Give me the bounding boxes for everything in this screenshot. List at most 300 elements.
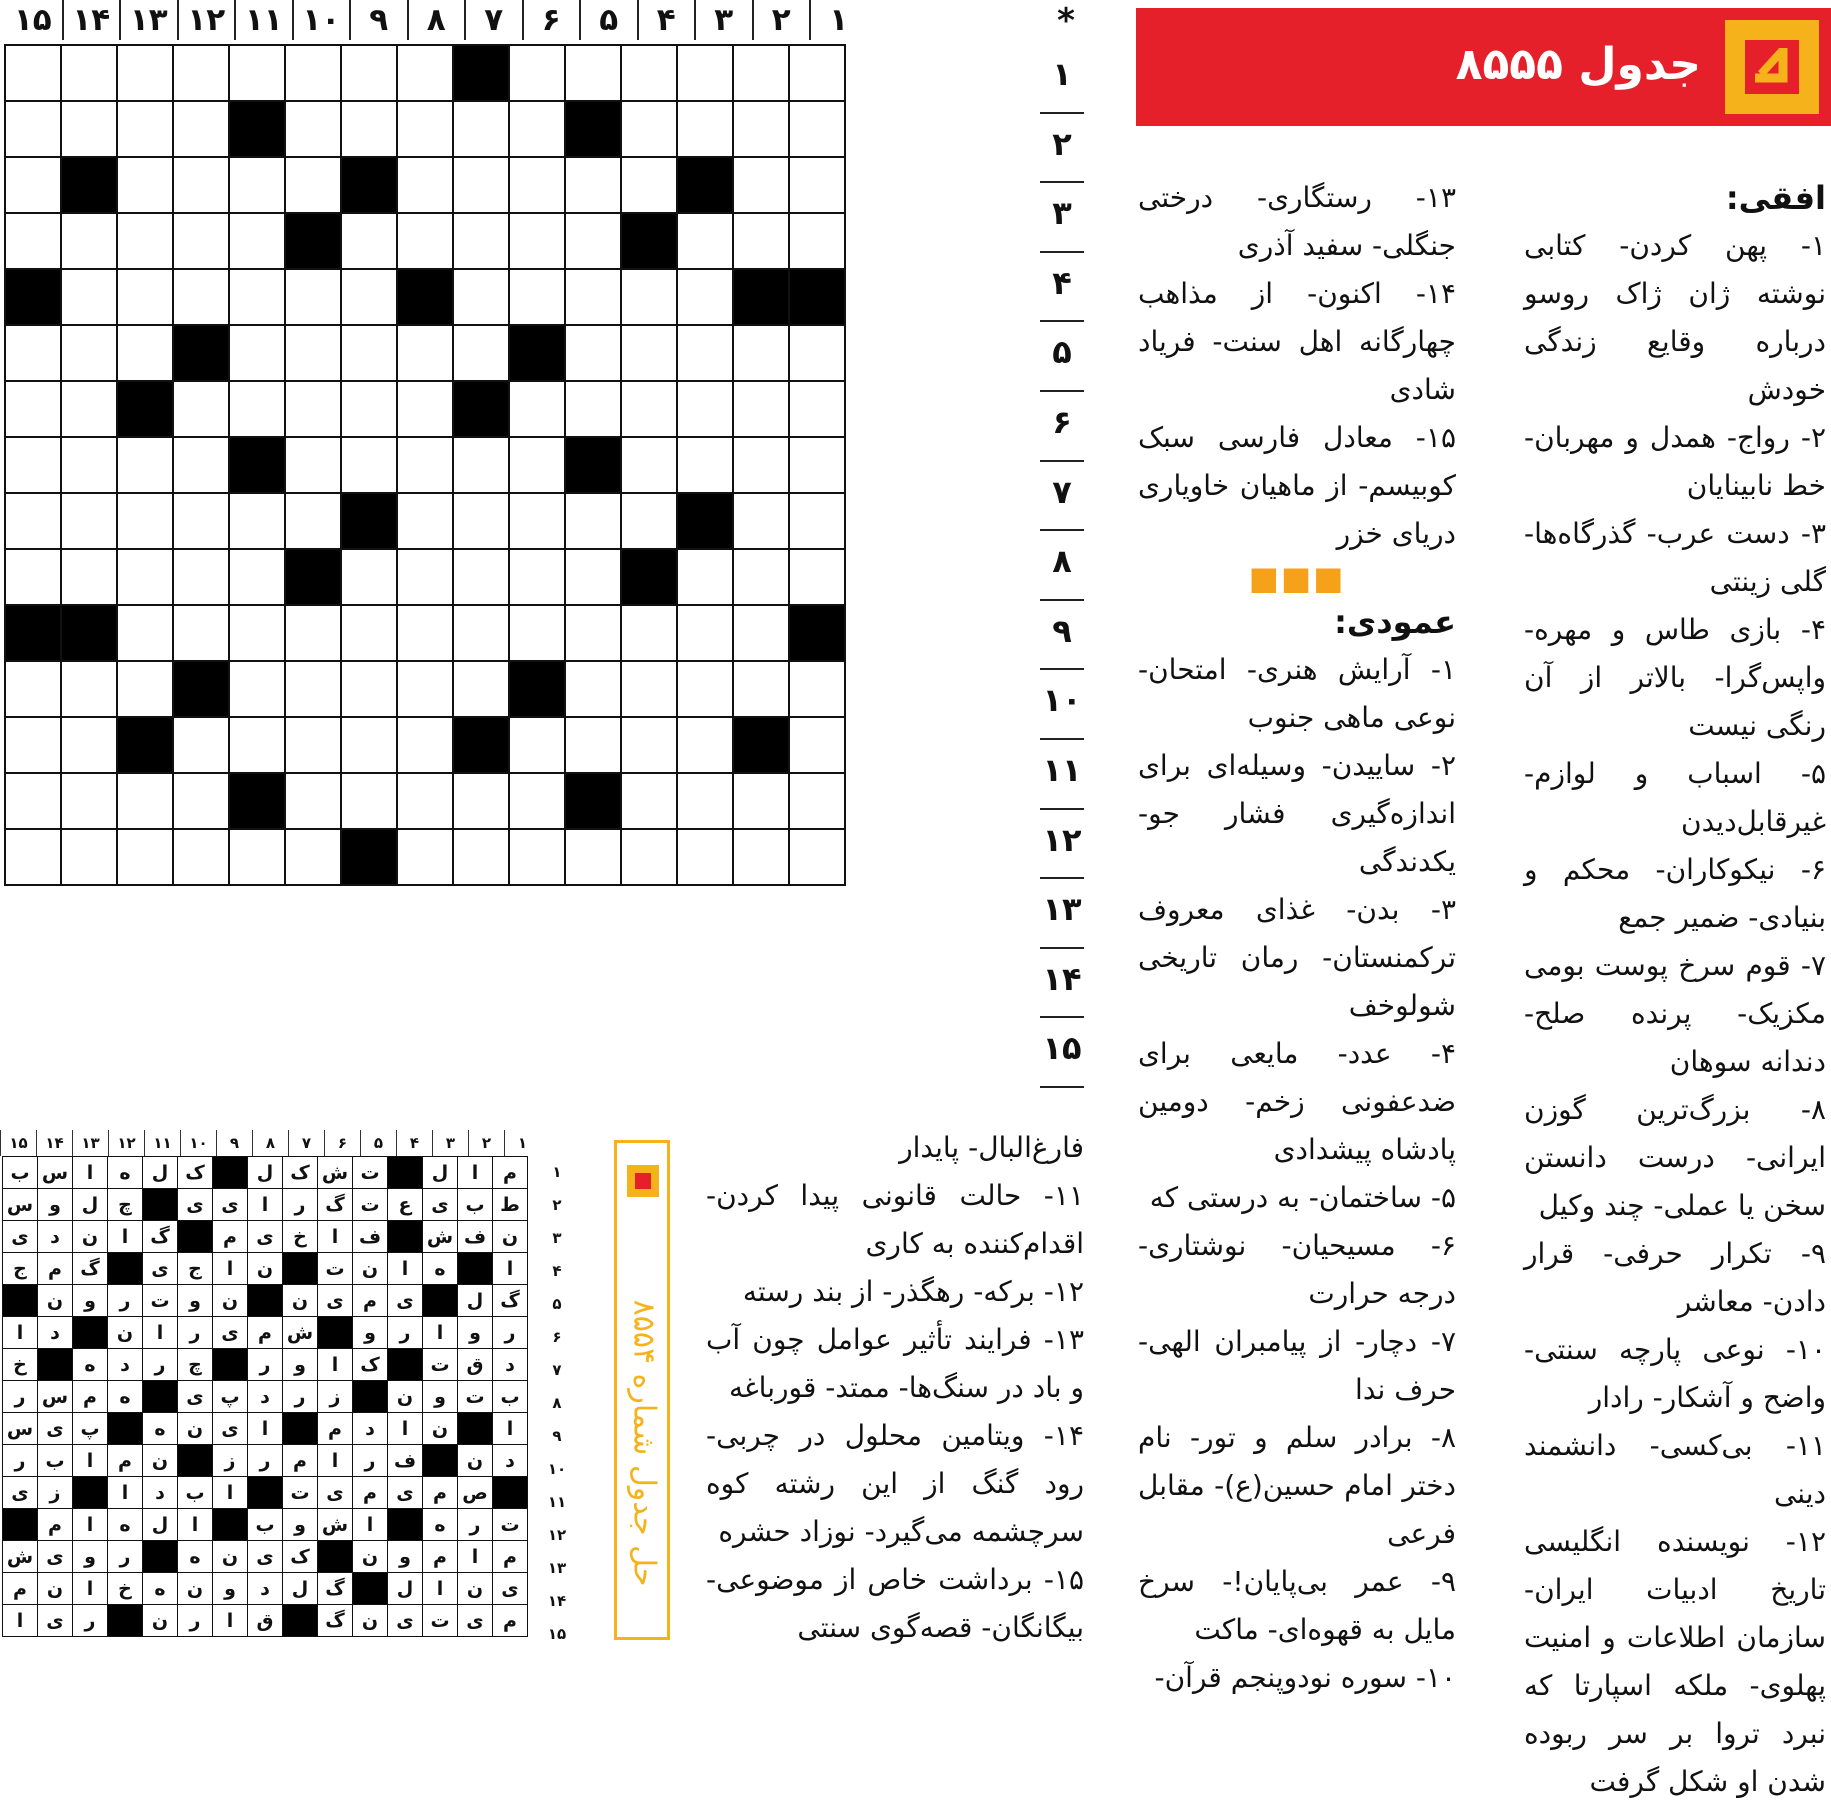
solution-column-number: ۱۵ [0,1130,36,1156]
solution-cell: پ [73,1413,108,1445]
empty-cell [341,717,397,773]
black-cell [61,157,117,213]
column-number: ۳ [694,0,752,40]
empty-cell [173,269,229,325]
solution-cell: ی [248,1541,283,1573]
empty-cell [621,773,677,829]
empty-cell [229,269,285,325]
solution-black-cell [213,1509,248,1541]
empty-cell [5,493,61,549]
empty-cell [285,437,341,493]
solution-black-cell [423,1445,458,1477]
down-clues-continued [706,1124,1084,1652]
black-cell [789,269,845,325]
solution-cell: م [423,1477,458,1509]
solution-cell: ن [283,1285,318,1317]
black-cell [677,157,733,213]
empty-cell [5,157,61,213]
empty-cell [397,661,453,717]
solution-cell: ا [3,1317,38,1349]
solution-row [3,1413,528,1445]
solution-cell: ل [283,1573,318,1605]
empty-cell [61,381,117,437]
solution-column-number: ۱۳ [72,1130,108,1156]
empty-cell [5,773,61,829]
clue-item: ۱۳- رستگاری- درختی جنگلی- سفید آذری [1138,181,1456,262]
solution-cell: ه [143,1413,178,1445]
solution-cell: م [38,1253,73,1285]
solution-cell: ه [108,1381,143,1413]
empty-cell [229,829,285,885]
empty-cell [285,717,341,773]
empty-cell [453,213,509,269]
solution-cell: ی [493,1573,528,1605]
solution-row [3,1189,528,1221]
empty-cell [117,437,173,493]
empty-cell [789,325,845,381]
solution-column-number: ۶ [324,1130,360,1156]
solution-black-cell [353,1573,388,1605]
empty-cell [285,829,341,885]
black-cell [509,325,565,381]
empty-cell [453,549,509,605]
solution-cell: م [493,1541,528,1573]
empty-cell [621,45,677,101]
solution-cell: گ [493,1285,528,1317]
solution-cell: چ [178,1349,213,1381]
solution-column-number: ۱۰ [180,1130,216,1156]
empty-cell [5,101,61,157]
empty-cell [397,101,453,157]
clue-item: ۱۰- سوره نودوپنجم قرآن- [1154,1661,1456,1694]
solution-black-cell [423,1285,458,1317]
clue-item: ۳- بدن- غذای معروف ترکمنستان- رمان تاریخی شولوخف [1138,893,1456,1022]
empty-cell [117,325,173,381]
empty-cell [117,829,173,885]
empty-cell [453,269,509,325]
empty-cell [173,157,229,213]
solution-cell: ه [178,1541,213,1573]
row-number: ۶ [1040,392,1084,462]
solution-cell: ا [108,1221,143,1253]
solution-row [3,1573,528,1605]
solution-cell: ب [493,1381,528,1413]
solution-cell: و [213,1573,248,1605]
solution-cell: ب [458,1189,493,1221]
solution-cell: ک [283,1157,318,1189]
solution-black-cell [388,1221,423,1253]
clue-item: ۹- تکرار حرفی- قرار دادن- معاشر [1524,1237,1826,1318]
solution-cell: ا [108,1477,143,1509]
empty-cell [677,773,733,829]
clue-item: ۴- بازی طاس و مهره- واپس‌گرا- بالاتر از آن رنگی نیست [1524,613,1826,742]
solution-cell: ا [388,1413,423,1445]
empty-cell [173,213,229,269]
grid-row [5,213,845,269]
solution-cell: ت [423,1349,458,1381]
solution-black-cell [213,1157,248,1189]
empty-cell [509,213,565,269]
empty-cell [789,661,845,717]
row-number: ۳ [1040,183,1084,253]
solution-row-number: ۱ [552,1163,562,1181]
empty-cell [621,493,677,549]
solution-cell: ر [108,1285,143,1317]
empty-cell [677,717,733,773]
solution-cell: ی [423,1189,458,1221]
clue-item: ۱۵- معادل فارسی سبک کوبیسم- از ماهیان خاویاری دریای خزر [1138,421,1456,550]
solution-cell: د [493,1349,528,1381]
empty-cell [5,45,61,101]
empty-cell [285,325,341,381]
empty-cell [677,549,733,605]
solution-cell: ه [108,1509,143,1541]
solution-column-number: ۱۴ [36,1130,72,1156]
row-number: ۱۰ [1040,670,1084,740]
clue-item: ۱۴- ویتامین محلول در چربی- رود گنگ از این رشته کوه سرچشمه می‌گیرد- نوزاد حشره [706,1419,1084,1548]
solution-cell: ا [388,1253,423,1285]
solution-cell: ا [73,1157,108,1189]
solution-black-cell [143,1381,178,1413]
empty-cell [453,157,509,213]
empty-cell [789,101,845,157]
grid-corner-star: * [1057,1,1075,41]
solution-black-cell [73,1477,108,1509]
black-cell [453,45,509,101]
empty-cell [285,45,341,101]
solution-cell: ا [213,1477,248,1509]
solution-cell: ا [3,1605,38,1637]
empty-cell [117,213,173,269]
solution-cell: ا [493,1413,528,1445]
puzzle-title: جدول ۸۵۵۵ [1455,39,1701,90]
black-cell [453,381,509,437]
solution-black-cell [493,1477,528,1509]
clue-item: فارغ‌البال- پایدار [899,1131,1084,1164]
solution-black-cell [248,1477,283,1509]
solution-cell: ف [388,1445,423,1477]
row-number: ۱۳ [1040,879,1084,949]
solution-cell: م [493,1157,528,1189]
clue-item: ۱۵- برداشت خاص از موضوعی- بیگانگان- قصه‌گوی سنتی [706,1563,1084,1644]
solution-black-cell [353,1381,388,1413]
empty-cell [677,829,733,885]
solution-grid [2,1156,528,1637]
solution-cell: ک [353,1349,388,1381]
column-number: ۱ [809,0,867,40]
empty-cell [789,213,845,269]
column-number: ۱۲ [177,0,235,40]
solution-cell: ه [108,1157,143,1189]
solution-cell: ر [73,1605,108,1637]
solution-cell: م [73,1381,108,1413]
grid-column-header [4,0,1080,40]
solution-column-number: ۱ [504,1130,540,1156]
empty-cell [509,45,565,101]
empty-cell [61,717,117,773]
section-divider: ■■■ [1248,559,1346,597]
clue-item: ۱۱- بی‌کسی- دانشمند دینی [1524,1429,1826,1510]
solution-row [3,1221,528,1253]
solution-cell: ا [423,1317,458,1349]
solution-title: حل جدول شماره ۸۵۵۴ [626,1299,662,1587]
empty-cell [229,549,285,605]
column-number: ۷ [464,0,522,40]
solution-column-number: ۱۱ [144,1130,180,1156]
middle-clues-column [1138,174,1456,1702]
column-number: ۸ [407,0,465,40]
empty-cell [341,605,397,661]
empty-cell [397,829,453,885]
empty-cell [565,549,621,605]
solution-cell: ن [178,1413,213,1445]
empty-cell [677,661,733,717]
solution-cell: م [493,1605,528,1637]
solution-cell: ن [423,1413,458,1445]
empty-cell [173,381,229,437]
empty-cell [5,549,61,605]
solution-column-number: ۱۲ [108,1130,144,1156]
solution-black-cell [108,1253,143,1285]
column-number: ۱۴ [62,0,120,40]
empty-cell [789,829,845,885]
black-cell [621,213,677,269]
solution-cell: پ [213,1381,248,1413]
row-number: ۴ [1040,253,1084,323]
solution-cell: ل [143,1509,178,1541]
empty-cell [733,493,789,549]
column-number: ۶ [522,0,580,40]
solution-cell: و [458,1317,493,1349]
solution-row [3,1253,528,1285]
solution-cell: خ [108,1573,143,1605]
black-cell [285,213,341,269]
clue-item: ۵- اسباب و لوازم- غیرقابل‌دیدن [1524,757,1826,838]
solution-cell: ن [458,1445,493,1477]
row-number: ۸ [1040,531,1084,601]
clue-item: ۸- بزرگ‌ترین گوزن ایرانی- درست دانستن سخن یا عملی- چند وکیل [1524,1093,1826,1222]
solution-row-number: ۳ [552,1229,562,1247]
newspaper-logo-icon [1725,20,1819,114]
black-cell [565,437,621,493]
empty-cell [733,437,789,493]
solution-cell: د [248,1573,283,1605]
empty-cell [453,829,509,885]
clue-item: ۶- نیکوکاران- محکم و بنیادی- ضمیر جمع [1524,853,1826,934]
solution-cell: گ [318,1573,353,1605]
clue-item: ۶- مسیحیان- نوشتاری- درجه حرارت [1138,1229,1456,1310]
grid-row-header [1040,44,1084,1088]
black-cell [789,605,845,661]
black-cell [733,269,789,325]
solution-cell: ا [318,1349,353,1381]
grid-row [5,717,845,773]
solution-cell: ل [73,1189,108,1221]
empty-cell [61,213,117,269]
empty-cell [509,829,565,885]
empty-cell [61,549,117,605]
empty-cell [509,101,565,157]
empty-cell [117,493,173,549]
clue-item: ۲- رواج- همدل و مهربان- خط نابینایان [1524,421,1826,502]
solution-cell: ی [458,1605,493,1637]
empty-cell [229,661,285,717]
empty-cell [453,493,509,549]
solution-cell: گ [143,1221,178,1253]
grid-row [5,101,845,157]
empty-cell [789,717,845,773]
empty-cell [285,269,341,325]
solution-cell: ت [353,1157,388,1189]
solution-cell: د [248,1381,283,1413]
solution-cell: ک [178,1157,213,1189]
empty-cell [173,101,229,157]
empty-cell [733,605,789,661]
empty-cell [341,381,397,437]
solution-cell: د [493,1445,528,1477]
empty-cell [117,45,173,101]
empty-cell [229,717,285,773]
empty-cell [509,269,565,325]
black-cell [5,605,61,661]
empty-cell [397,437,453,493]
empty-cell [61,45,117,101]
clue-item: ۲- ساییدن- وسیله‌ای برای اندازه‌گیری فشار جو- یکدندگی [1138,749,1456,878]
solution-cell: ه [423,1509,458,1541]
solution-cell: ی [143,1253,178,1285]
solution-cell: ع [388,1189,423,1221]
black-cell [229,437,285,493]
empty-cell [677,437,733,493]
black-cell [173,661,229,717]
solution-cell: م [248,1317,283,1349]
solution-black-cell [178,1221,213,1253]
solution-cell: و [353,1317,388,1349]
solution-black-cell [213,1349,248,1381]
solution-cell: ش [283,1317,318,1349]
empty-cell [565,829,621,885]
clue-item: ۱- پهن کردن- کتابی نوشته ژان ژاک روسو درباره وقایع زندگی خودش [1524,229,1826,406]
solution-cell: ن [213,1285,248,1317]
solution-black-cell [178,1445,213,1477]
solution-cell: ن [353,1541,388,1573]
solution-cell: م [3,1573,38,1605]
solution-row-number: ۱۲ [547,1526,567,1544]
empty-cell [229,325,285,381]
solution-cell: و [423,1381,458,1413]
solution-column-number: ۴ [396,1130,432,1156]
solution-cell: ت [318,1253,353,1285]
black-cell [61,605,117,661]
solution-cell: ر [283,1189,318,1221]
solution-cell: گ [318,1189,353,1221]
solution-cell: ا [318,1445,353,1477]
empty-cell [565,605,621,661]
empty-cell [5,325,61,381]
solution-cell: ا [248,1413,283,1445]
solution-cell: ن [353,1253,388,1285]
solution-row [3,1509,528,1541]
empty-cell [677,45,733,101]
solution-row-number: ۶ [552,1328,562,1346]
empty-cell [565,717,621,773]
solution-cell: ر [3,1445,38,1477]
solution-row-number: ۹ [552,1427,562,1445]
clue-item: ۵- ساختمان- به درستی که [1149,1181,1456,1214]
solution-row [3,1541,528,1573]
solution-cell: ش [318,1157,353,1189]
solution-cell: م [38,1509,73,1541]
solution-cell: ب [38,1445,73,1477]
solution-black-cell [73,1317,108,1349]
solution-cell: ن [73,1221,108,1253]
solution-cell: س [3,1413,38,1445]
solution-cell: ق [248,1605,283,1637]
empty-cell [61,829,117,885]
empty-cell [5,381,61,437]
solution-cell: ز [318,1381,353,1413]
solution-row [3,1157,528,1189]
solution-row-number: ۵ [552,1295,562,1313]
clue-item: ۴- عدد- مایعی برای ضدعفونی زخم- دومین پادشاه پیشدادی [1138,1037,1456,1166]
empty-cell [229,381,285,437]
solution-row [3,1477,528,1509]
empty-cell [285,605,341,661]
empty-cell [341,437,397,493]
solution-cell: ا [353,1509,388,1541]
empty-cell [509,549,565,605]
grid-row [5,661,845,717]
solution-cell: ی [3,1221,38,1253]
empty-cell [397,381,453,437]
empty-cell [677,381,733,437]
solution-cell: ا [318,1221,353,1253]
empty-cell [621,157,677,213]
empty-cell [341,549,397,605]
crossword-grid [4,44,846,886]
solution-cell: ی [248,1221,283,1253]
black-cell [565,101,621,157]
black-cell [229,101,285,157]
empty-cell [509,493,565,549]
solution-black-cell [248,1285,283,1317]
solution-cell: ر [493,1317,528,1349]
solution-cell: ا [458,1541,493,1573]
solution-cell: ن [493,1221,528,1253]
empty-cell [621,717,677,773]
empty-cell [733,661,789,717]
solution-row-number: ۱۳ [547,1559,567,1577]
empty-cell [397,45,453,101]
clue-item: ۱- آرایش هنری- امتحان- نوعی ماهی جنوب [1138,653,1456,734]
empty-cell [61,269,117,325]
solution-cell: د [108,1349,143,1381]
solution-cell: ا [73,1445,108,1477]
empty-cell [565,269,621,325]
row-number: ۱۵ [1040,1018,1084,1088]
empty-cell [453,101,509,157]
solution-black-cell [283,1605,318,1637]
solution-cell: ی [178,1381,213,1413]
solution-column-number: ۵ [360,1130,396,1156]
black-cell [229,773,285,829]
row-number: ۱۱ [1040,740,1084,810]
clue-item: ۹- عمر بی‌پایان!- سرخ مایل به قهوه‌ای- ماکت [1138,1565,1456,1646]
solution-cell: ی [213,1189,248,1221]
empty-cell [733,829,789,885]
empty-cell [173,549,229,605]
clue-item: ۱۱- حالت قانونی پیدا کردن- اقدام‌کننده به کاری [706,1179,1084,1260]
